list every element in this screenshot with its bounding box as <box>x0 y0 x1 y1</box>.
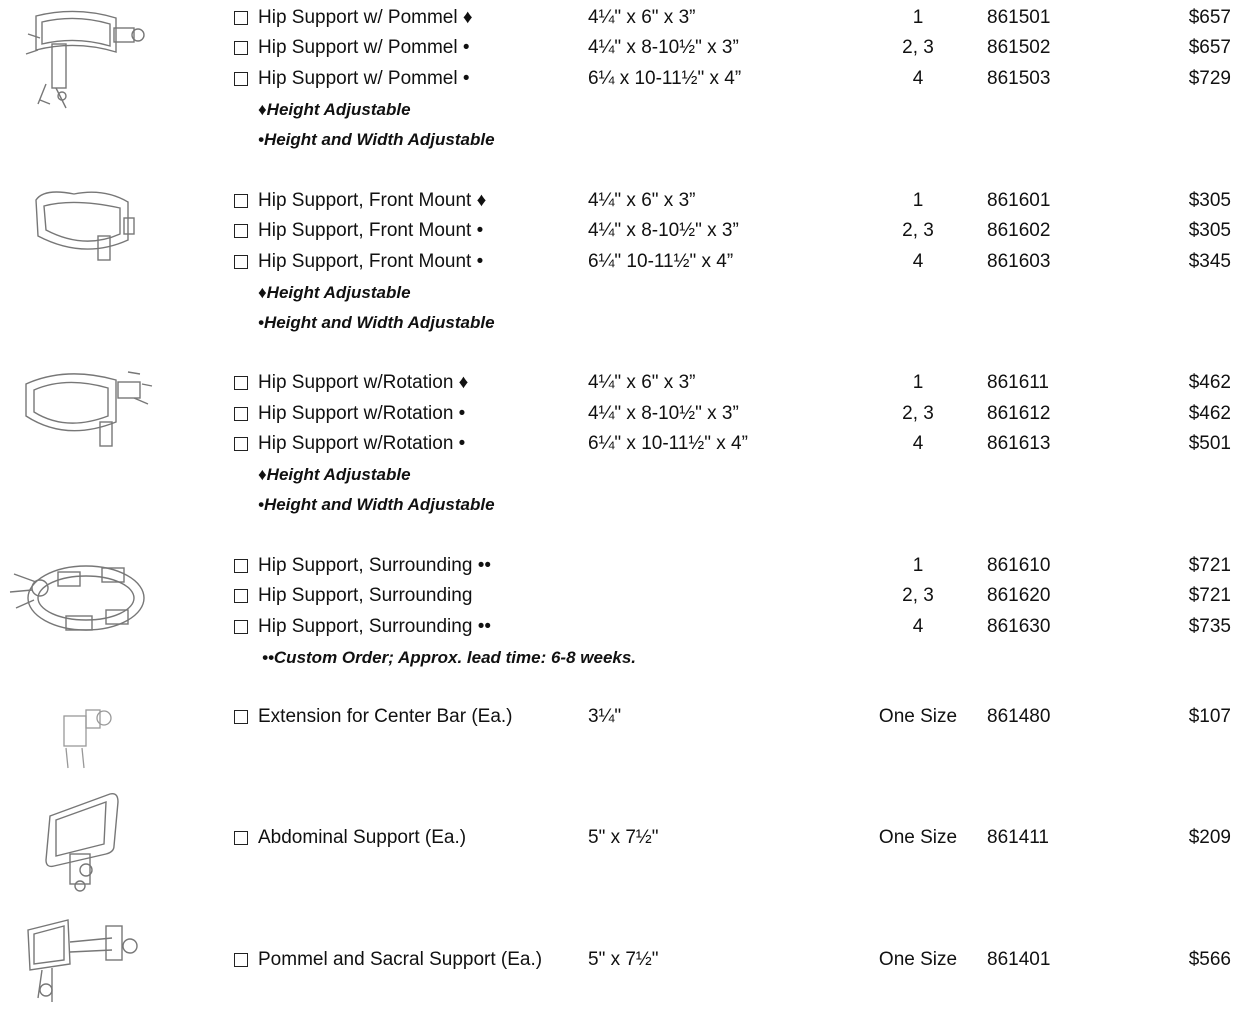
order-checkbox[interactable] <box>234 437 248 451</box>
product-price: $501 <box>1188 433 1231 454</box>
product-price: $462 <box>1188 372 1231 393</box>
product-name: Pommel and Sacral Support (Ea.) <box>258 949 543 970</box>
footnote: •Height and Width Adjustable <box>258 495 495 514</box>
order-checkbox[interactable] <box>234 589 248 603</box>
product-model: 4 <box>912 433 924 454</box>
product-model: 2, 3 <box>902 403 934 424</box>
product-model: One Size <box>878 827 958 848</box>
product-model: 4 <box>912 616 924 637</box>
product-sku: 861503 <box>987 68 1051 89</box>
product-size: 3¼" <box>588 706 622 727</box>
order-checkbox[interactable] <box>234 620 248 634</box>
product-price: $209 <box>1188 827 1231 848</box>
product-name: Hip Support, Surrounding •• <box>258 616 491 637</box>
product-model: 2, 3 <box>902 37 934 58</box>
product-sku: 861601 <box>987 190 1051 211</box>
table-row <box>0 429 1239 459</box>
product-size: 4¼" x 6" x 3” <box>588 372 696 393</box>
product-price: $107 <box>1188 706 1231 727</box>
product-price: $566 <box>1188 949 1231 970</box>
product-model: 2, 3 <box>902 220 934 241</box>
product-name: Hip Support w/Rotation • <box>258 403 466 424</box>
footnote: ♦Height Adjustable <box>258 283 411 302</box>
product-sku: 861611 <box>987 372 1049 393</box>
product-size: 4¼" x 8-10½" x 3” <box>588 403 739 424</box>
order-checkbox[interactable] <box>234 559 248 573</box>
product-model: 1 <box>912 372 924 393</box>
product-price: $305 <box>1188 190 1231 211</box>
product-sku: 861411 <box>987 827 1049 848</box>
product-model: One Size <box>878 949 958 970</box>
table-row <box>0 945 1239 975</box>
order-checkbox[interactable] <box>234 710 248 724</box>
product-price: $305 <box>1188 220 1231 241</box>
footnote: •Height and Width Adjustable <box>258 130 495 149</box>
product-sku: 861612 <box>987 403 1051 424</box>
product-size: 4¼" x 6" x 3” <box>588 7 696 28</box>
table-row <box>0 581 1239 611</box>
product-name: Hip Support w/ Pommel ♦ <box>258 7 473 28</box>
order-checkbox[interactable] <box>234 41 248 55</box>
product-size: 5" x 7½" <box>588 949 659 970</box>
table-row <box>0 64 1239 94</box>
product-price: $657 <box>1188 7 1231 28</box>
product-model: 1 <box>912 555 924 576</box>
product-price: $729 <box>1188 68 1231 89</box>
order-checkbox[interactable] <box>234 255 248 269</box>
table-row <box>0 823 1239 853</box>
product-sku: 861501 <box>987 7 1051 28</box>
footnote: ♦Height Adjustable <box>258 465 411 484</box>
product-model: 1 <box>912 190 924 211</box>
product-name: Abdominal Support (Ea.) <box>258 827 467 848</box>
product-size: 4¼" x 6" x 3” <box>588 190 696 211</box>
product-size: 6¼" x 10-11½" x 4” <box>588 433 748 454</box>
product-name: Hip Support w/Rotation • <box>258 433 466 454</box>
table-row <box>0 368 1239 398</box>
product-price: $721 <box>1188 585 1231 606</box>
product-price: $735 <box>1188 616 1231 637</box>
product-model: One Size <box>878 706 958 727</box>
product-model: 2, 3 <box>902 585 934 606</box>
product-sku: 861613 <box>987 433 1051 454</box>
order-checkbox[interactable] <box>234 72 248 86</box>
product-name: Hip Support, Front Mount • <box>258 220 484 241</box>
product-sku: 861602 <box>987 220 1051 241</box>
product-size: 4¼" x 8-10½" x 3” <box>588 37 739 58</box>
product-sku: 861502 <box>987 37 1051 58</box>
product-price: $721 <box>1188 555 1231 576</box>
product-model: 4 <box>912 251 924 272</box>
table-row <box>0 216 1239 246</box>
order-checkbox[interactable] <box>234 376 248 390</box>
table-row <box>0 247 1239 277</box>
table-row <box>0 551 1239 581</box>
table-row <box>0 702 1239 732</box>
product-name: Hip Support, Surrounding •• <box>258 555 491 576</box>
product-sku: 861610 <box>987 555 1051 576</box>
product-price: $462 <box>1188 403 1231 424</box>
product-sku: 861620 <box>987 585 1051 606</box>
footnote: ••Custom Order; Approx. lead time: 6-8 weeks. <box>262 648 637 667</box>
table-row <box>0 3 1239 33</box>
product-name: Hip Support, Surrounding <box>258 585 473 606</box>
product-sku: 861401 <box>987 949 1051 970</box>
footnote: •Height and Width Adjustable <box>258 313 495 332</box>
product-name: Extension for Center Bar (Ea.) <box>258 706 513 727</box>
product-size: 4¼" x 8-10½" x 3” <box>588 220 739 241</box>
table-row <box>0 186 1239 216</box>
product-sku: 861480 <box>987 706 1051 727</box>
product-model: 1 <box>912 7 924 28</box>
order-checkbox[interactable] <box>234 194 248 208</box>
product-name: Hip Support w/Rotation ♦ <box>258 372 469 393</box>
product-size: 5" x 7½" <box>588 827 659 848</box>
product-price: $345 <box>1188 251 1231 272</box>
footnote: ♦Height Adjustable <box>258 100 411 119</box>
order-checkbox[interactable] <box>234 953 248 967</box>
product-size: 6¼ x 10-11½" x 4” <box>588 68 742 89</box>
product-name: Hip Support w/ Pommel • <box>258 68 470 89</box>
product-model: 4 <box>912 68 924 89</box>
order-checkbox[interactable] <box>234 11 248 25</box>
table-row <box>0 612 1239 642</box>
product-price: $657 <box>1188 37 1231 58</box>
order-checkbox[interactable] <box>234 224 248 238</box>
product-name: Hip Support w/ Pommel • <box>258 37 470 58</box>
order-checkbox[interactable] <box>234 831 248 845</box>
product-sku: 861630 <box>987 616 1051 637</box>
product-name: Hip Support, Front Mount • <box>258 251 484 272</box>
product-size: 6¼" 10-11½" x 4” <box>588 251 734 272</box>
table-row <box>0 399 1239 429</box>
product-sku: 861603 <box>987 251 1051 272</box>
product-name: Hip Support, Front Mount ♦ <box>258 190 487 211</box>
table-row <box>0 33 1239 63</box>
order-checkbox[interactable] <box>234 407 248 421</box>
